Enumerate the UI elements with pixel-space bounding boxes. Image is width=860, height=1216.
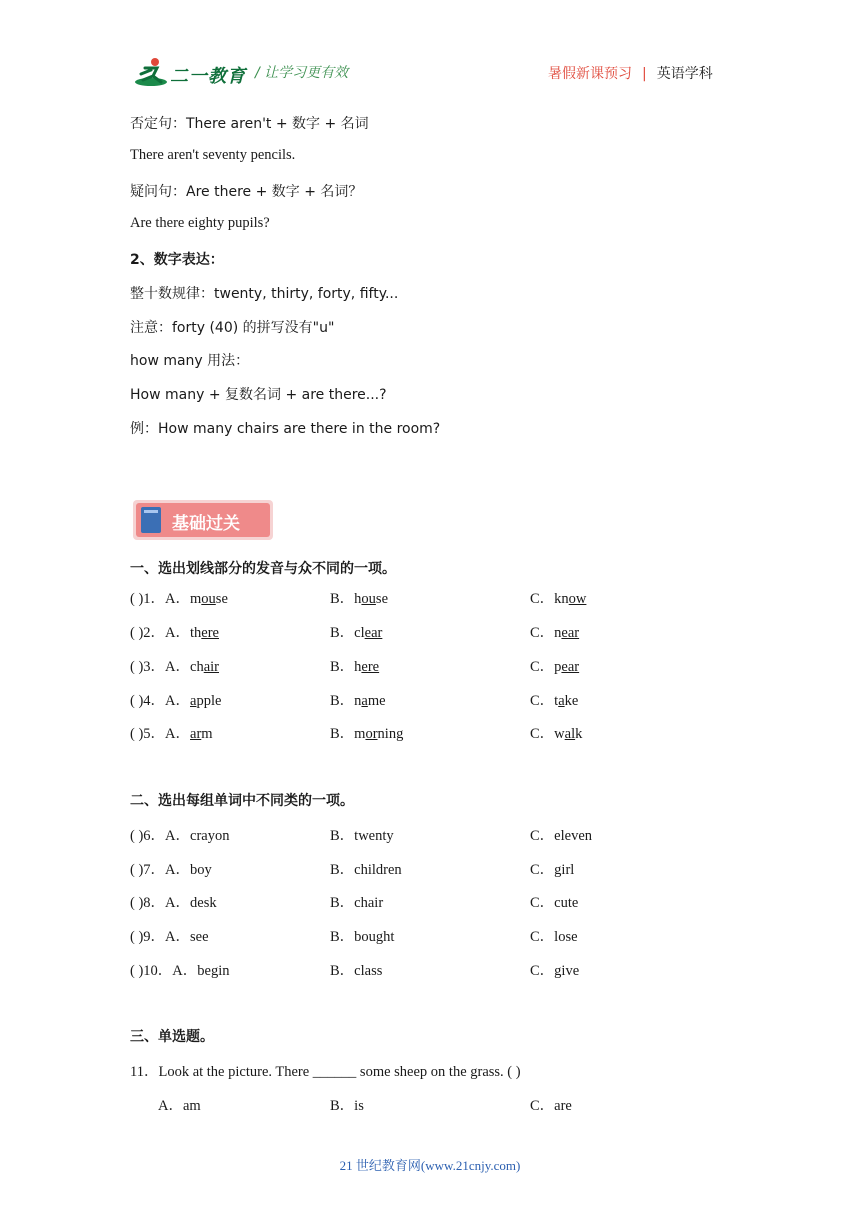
section-3-title: 三、单选题。 (130, 1029, 214, 1045)
option-a: ( )10．A．begin (130, 963, 230, 979)
question-row (130, 587, 750, 607)
option-b: B．here (330, 659, 380, 675)
option-a: ( )5．A．arm (130, 726, 213, 742)
option-b: B．children (330, 862, 402, 878)
option-c: C．walk (530, 726, 583, 742)
option-c: C．give (530, 963, 580, 979)
option-b: B．chair (330, 895, 384, 911)
question-row (130, 689, 750, 709)
page-footer: 21 世纪教育网(www.21cnjy.com) (339, 1158, 521, 1173)
option-c: C．are (530, 1098, 572, 1114)
question-row (130, 621, 750, 641)
option-b: B．house (330, 591, 389, 607)
option-b: B．is (330, 1098, 364, 1114)
question-row (130, 655, 750, 675)
option-a: ( )3．A．chair (130, 659, 219, 675)
header-course (548, 63, 713, 83)
question-row (130, 722, 750, 742)
intro-line: 整十数规律：twenty, thirty, forty, fifty... (130, 286, 399, 302)
intro-line: How many + 复数名词 + are there...? (130, 387, 387, 403)
option-a: ( )1．A．mouse (130, 591, 228, 607)
option-a: ( )7．A．boy (130, 862, 212, 878)
question-11-options (130, 1094, 750, 1114)
intro-line: 例：How many chairs are there in the room? (130, 421, 441, 437)
intro-heading: 2、数字表达： (130, 252, 224, 268)
intro-line: 否定句：There aren't + 数字 + 名词 (130, 116, 369, 132)
question-row (130, 925, 750, 945)
option-a: ( )4．A．apple (130, 693, 222, 709)
option-c: C．near (530, 625, 580, 641)
option-b: B．twenty (330, 828, 394, 844)
option-c: C．cute (530, 895, 579, 911)
course-label: 暑假新课预习 (548, 66, 632, 82)
option-b: B．clear (330, 625, 383, 641)
header-separator: | (642, 66, 647, 82)
intro-line: 疑问句：Are there + 数字 + 名词？ (130, 184, 363, 200)
option-c: C．take (530, 693, 579, 709)
option-c: C．girl (530, 862, 575, 878)
option-b: B．class (330, 963, 383, 979)
option-b: B．bought (330, 929, 395, 945)
question-row (130, 858, 750, 878)
intro-line: how many 用法： (130, 353, 250, 369)
option-c: C．know (530, 591, 587, 607)
badge-label: 基础过关 (172, 514, 240, 534)
subject-label: 英语学科 (656, 66, 713, 82)
intro-line: 注意：forty (40) 的拼写没有"u" (130, 320, 335, 336)
question-row (130, 891, 750, 911)
section-2-title: 二、选出每组单词中不同类的一项。 (130, 793, 354, 809)
option-a: ( )2．A．there (130, 625, 219, 641)
brand-name: 二一教育 (170, 66, 246, 87)
option-c: C．pear (530, 659, 580, 675)
option-a: A．am (158, 1098, 201, 1114)
option-c: C．lose (530, 929, 578, 945)
option-a: ( )8．A．desk (130, 895, 217, 911)
question-row (130, 959, 750, 979)
option-c: C．eleven (530, 828, 593, 844)
intro-line: Are there eighty pupils? (130, 215, 270, 231)
option-a: ( )9．A．see (130, 929, 209, 945)
option-b: B．name (330, 693, 386, 709)
option-a: ( )6．A．crayon (130, 828, 230, 844)
question-row (130, 824, 750, 844)
intro-line: There aren't seventy pencils. (130, 147, 296, 163)
section-1-title: 一、选出划线部分的发音与众不同的一项。 (130, 561, 396, 577)
question-11: 11．Look at the picture. There ______ some sheep on the grass. ( ) (130, 1064, 521, 1080)
brand-slogan: / 让学习更有效 (255, 65, 349, 81)
option-b: B．morning (330, 726, 404, 742)
